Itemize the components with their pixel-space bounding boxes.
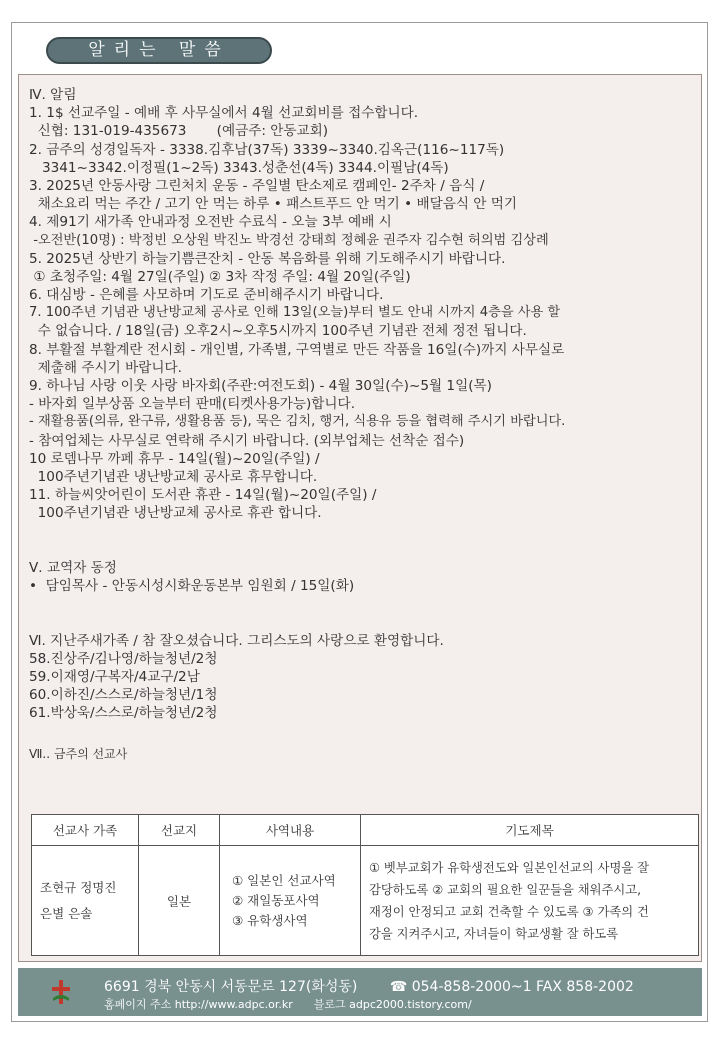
footer-phone: 054-858-2000~1 FAX 858-2002 xyxy=(411,979,634,995)
notice-line: 3. 2025년 안동사랑 그린처치 운동 - 주일별 탄소제로 캠페인- 2주차 / 음식 / xyxy=(29,177,485,194)
work-line: ① 일본인 선교사역 xyxy=(232,872,336,888)
prayer-cell xyxy=(361,846,699,956)
column-header: 기도제목 xyxy=(361,815,699,846)
notice-line: - 참여업체는 사무실로 연락해 주시기 바랍니다. (외부업체는 선착순 접수) xyxy=(29,432,465,449)
prayer-line: 강을 지켜주시고, 자녀들이 학교생활 잘 하도록 xyxy=(369,926,619,941)
notice-line: - 바자회 일부상품 오늘부터 판매(티켓사용가능)합니다. xyxy=(29,396,356,413)
notice-line: 11. 하늘씨앗어린이 도서관 휴관 - 14일(월)~20일(주일) / xyxy=(29,487,377,504)
spacer xyxy=(29,595,701,631)
prayer-line: 재정이 안정되고 교회 건축할 수 있도록 ③ 가족의 건 xyxy=(369,904,649,919)
spacer xyxy=(29,723,701,741)
section-heading-newcomers: Ⅵ. 지난주새가족 / 참 잘오셨습니다. 그리스도의 사랑으로 환영합니다. xyxy=(29,632,444,649)
notice-line: - 재활용품(의류, 완구류, 생활용품 등), 묵은 김치, 행거, 식용유 등을 협력해 주시기 바랍니다. xyxy=(29,414,566,430)
family-line: 조현규 정명진 xyxy=(40,879,117,895)
notice-line: 10 로뎀나무 까페 휴무 - 14일(월)~20일(주일) / xyxy=(29,450,320,467)
notice-line: 8. 부활절 부활계란 전시회 - 개인별, 가족별, 구역별로 만든 작품을 16일(수)까지 사무실로 xyxy=(29,341,565,358)
church-logo-icon xyxy=(50,978,72,1006)
notice-line: 9. 하나님 사랑 이웃 사랑 바자회(주관:여전도회) - 4월 30일(수)~5월 1일(목) xyxy=(29,378,492,394)
table-header-row xyxy=(32,815,699,846)
notice-line: 수 없습니다. / 18일(금) 오후2시~오후5시까지 100주년 기념관 전체 정전 됩니다. xyxy=(29,323,527,340)
notice-content xyxy=(29,86,701,763)
family-line: 은별 은솔 xyxy=(40,905,93,921)
notice-line: 4. 제91기 새가족 안내과정 오전반 수료식 - 오늘 3부 예배 시 xyxy=(29,214,392,231)
prayer-line: ① 벳부교회가 유학생전도와 일본인선교의 사명을 잘 xyxy=(369,860,650,875)
section-heading-notice: Ⅳ. 알림 xyxy=(29,87,77,103)
newcomer-line: 58.진상주/김나영/하늘청년/2청 xyxy=(29,650,218,667)
prayer-line: 감당하도록 ② 교회의 필요한 일꾼들을 채워주시고, xyxy=(369,882,642,897)
notice-line: -오전반(10명) : 박정빈 오상원 박진노 박경선 강태희 정혜윤 권주자 김수현 허의범 김상례 xyxy=(29,232,549,248)
phone-icon: ☎ xyxy=(389,979,408,995)
section-heading-ministers: Ⅴ. 교역자 동정 xyxy=(29,559,117,576)
missionary-family-cell xyxy=(32,846,139,956)
notice-line: 1. 1$ 선교주일 - 예배 후 사무실에서 4월 선교회비를 접수합니다. xyxy=(29,105,419,122)
newcomer-line: 60.이하진/스스로/하늘청년/1청 xyxy=(29,687,218,704)
minister-line: • 담임목사 - 안동시성시화운동본부 임원회 / 15일(화) xyxy=(29,578,355,595)
notice-line: 채소요리 먹는 주간 / 고기 안 먹는 하루 • 패스트푸드 안 먹기 • 배달음식 안 먹기 xyxy=(29,196,518,213)
notice-line: 100주년기념관 냉난방교체 공사로 휴관 합니다. xyxy=(29,505,322,522)
notice-line: 6. 대심방 - 은혜를 사모하며 기도로 준비해주시기 바랍니다. xyxy=(29,287,384,304)
work-line: ② 재일동포사역 xyxy=(232,892,320,908)
footer-address: 6691 경북 안동시 서동문로 127(화성동) xyxy=(104,979,358,995)
notice-list xyxy=(29,104,701,522)
notice-line: 100주년기념관 냉난방교체 공사로 휴무합니다. xyxy=(29,468,318,485)
notice-line: ① 초청주일: 4월 27일(주일) ② 3차 작정 주일: 4월 20일(주일) xyxy=(29,268,411,285)
notice-line: 신협: 131-019-435673 (예금주: 안동교회) xyxy=(29,123,329,140)
notice-line: 2. 금주의 성경일독자 - 3338.김후남(37독) 3339~3340.김옥근(116~117독) xyxy=(29,141,505,158)
mission-work-cell xyxy=(220,846,361,956)
mission-country-cell: 일본 xyxy=(139,846,220,956)
table-row xyxy=(32,846,699,956)
notice-line: 3341~3342.이정필(1~2독) 3343.성춘선(4독) 3344.이필남(4독) xyxy=(29,159,449,176)
page-title: 알리는 말씀 xyxy=(46,37,272,64)
column-header: 선교사 가족 xyxy=(32,815,139,846)
notice-line: 5. 2025년 상반기 하늘기쁨큰잔치 - 안동 복음화를 위해 기도해주시기 바랍니다. xyxy=(29,250,506,267)
footer-contact xyxy=(104,976,634,996)
missionary-table xyxy=(31,814,699,956)
section-heading-missionary: Ⅶ.. 금주의 선교사 xyxy=(29,746,128,761)
column-header: 사역내용 xyxy=(220,815,361,846)
footer-homepage[interactable]: 홈페이지 주소 http://www.adpc.or.kr 블로그 adpc2000.tistory.com/ xyxy=(104,998,472,1011)
notice-line: 제출해 주시기 바랍니다. xyxy=(29,359,182,376)
newcomer-line: 61.박상욱/스스로/하늘청년/2청 xyxy=(29,705,218,722)
newcomer-line: 59.이재영/구복자/4교구/2남 xyxy=(29,669,200,686)
footer-bar xyxy=(18,968,702,1016)
spacer xyxy=(29,523,701,559)
notice-line: 7. 100주년 기념관 냉난방교체 공사로 인해 13일(오늘)부터 별도 안내 시까지 4층을 사용 할 xyxy=(29,305,561,321)
column-header: 선교지 xyxy=(139,815,220,846)
work-line: ③ 유학생사역 xyxy=(232,912,308,928)
